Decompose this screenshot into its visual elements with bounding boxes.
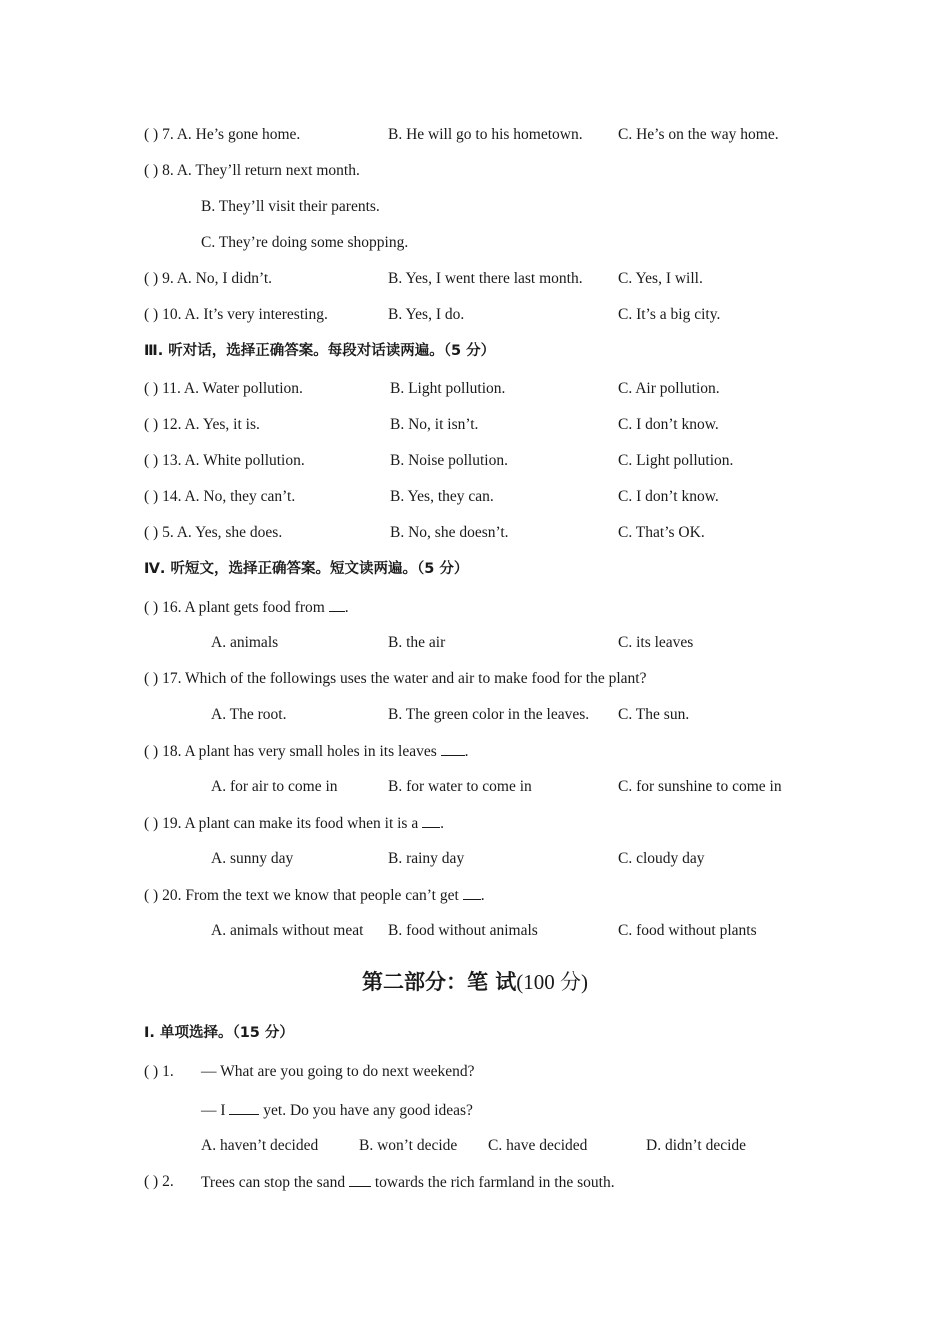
question-8 (144, 161, 360, 181)
question-15 (144, 523, 282, 543)
fill-blank (422, 813, 440, 828)
option-c: C. It’s a big city. (618, 306, 721, 323)
option-b: B. rainy day (388, 850, 465, 867)
fill-blank (349, 1172, 371, 1187)
dialogue-line-1: — What are you going to do next weekend? (201, 1063, 475, 1080)
option-b: B. They’ll visit their parents. (201, 198, 380, 215)
question-stem: 16. A plant gets food from (162, 599, 325, 616)
question-11 (144, 379, 303, 399)
answer-bracket[interactable]: ( ) (144, 887, 159, 904)
option-b: B. Yes, I do. (388, 306, 465, 323)
option-b: B. He will go to his hometown. (388, 126, 583, 143)
option-c: C. That’s OK. (618, 524, 705, 541)
question-17 (144, 669, 646, 689)
option-c: C. I don’t know. (618, 416, 719, 433)
question-10 (144, 305, 328, 325)
question-18 (144, 741, 468, 762)
answer-bracket[interactable]: ( ) (144, 599, 159, 616)
question-20 (144, 885, 485, 906)
answer-bracket[interactable]: ( ) (144, 488, 159, 505)
option-b: B. No, it isn’t. (390, 416, 479, 433)
answer-bracket[interactable]: ( ) (144, 524, 159, 541)
question-14 (144, 487, 295, 507)
question-stem: 14. A. No, they can’t. (162, 488, 296, 505)
option-a: A. The root. (211, 706, 287, 723)
option-a: A. haven’t decided (201, 1137, 319, 1154)
question-stem-end: . (440, 815, 444, 832)
question-stem-end: . (344, 599, 349, 616)
answer-bracket[interactable]: ( ) (144, 452, 159, 469)
answer-bracket[interactable]: ( ) (144, 126, 159, 143)
question-7 (144, 125, 300, 145)
fill-blank (463, 885, 481, 900)
fill-blank (329, 597, 345, 612)
question-number: 1. (162, 1063, 174, 1080)
option-a: A. animals (211, 634, 279, 651)
written-question-2 (144, 1172, 174, 1192)
answer-bracket[interactable]: ( ) (144, 416, 159, 433)
dialogue-line-2 (201, 1100, 473, 1121)
option-c: C. cloudy day (618, 850, 705, 867)
question-stem: 17. Which of the followings uses the water and air to make food for the plant? (162, 670, 647, 687)
answer-bracket[interactable]: ( ) (144, 670, 159, 687)
question-stem: 18. A plant has very small holes in its leaves (162, 743, 437, 760)
option-b: B. Noise pollution. (390, 452, 508, 469)
option-b: B. Light pollution. (390, 380, 506, 397)
option-c: C. The sun. (618, 706, 690, 723)
question-stem (201, 1172, 615, 1193)
answer-bracket[interactable]: ( ) (144, 162, 159, 179)
question-stem-end: . (464, 743, 469, 760)
question-number: 2. (162, 1173, 174, 1190)
option-b: B. The green color in the leaves. (388, 706, 590, 723)
question-16 (144, 597, 349, 618)
answer-bracket[interactable]: ( ) (144, 270, 159, 287)
option-a: A. animals without meat (211, 922, 364, 939)
option-b: B. the air (388, 634, 446, 651)
option-c: C. its leaves (618, 634, 694, 651)
option-b: B. Yes, they can. (390, 488, 494, 505)
option-a: A. for air to come in (211, 778, 338, 795)
option-c: C. He’s on the way home. (618, 126, 779, 143)
question-9 (144, 269, 272, 289)
part-two-title (0, 966, 950, 996)
question-stem: 19. A plant can make its food when it is a (162, 815, 419, 832)
question-19 (144, 813, 444, 834)
section-heading-3: Ⅲ. 听对话，选择正确答案。每段对话读两遍。（5 分） (144, 343, 496, 359)
part-title-text: 第二部分：笔 试 (361, 970, 517, 994)
question-13 (144, 451, 305, 471)
question-stem: 12. A. Yes, it is. (162, 416, 260, 433)
question-stem: 11. A. Water pollution. (162, 380, 303, 397)
answer-bracket[interactable]: ( ) (144, 1063, 159, 1080)
option-c: C. Yes, I will. (618, 270, 703, 287)
question-stem: 10. A. It’s very interesting. (162, 306, 328, 323)
option-c: C. They’re doing some shopping. (201, 234, 409, 251)
option-b: B. won’t decide (359, 1137, 458, 1154)
answer-bracket[interactable]: ( ) (144, 306, 159, 323)
option-c: C. for sunshine to come in (618, 778, 782, 795)
stem-end: towards the rich farmland in the south. (374, 1174, 615, 1191)
option-d: D. didn’t decide (646, 1137, 747, 1154)
answer-bracket[interactable]: ( ) (144, 815, 159, 832)
question-stem: 9. A. No, I didn’t. (162, 270, 273, 287)
section-heading-4: Ⅳ. 听短文，选择正确答案。短文读两遍。（5 分） (144, 561, 469, 577)
fill-blank (229, 1100, 259, 1115)
stem-start: Trees can stop the sand (201, 1174, 346, 1191)
question-stem-end: . (480, 887, 485, 904)
section-heading-1: Ⅰ. 单项选择。（15 分） (144, 1025, 294, 1041)
written-question-1 (144, 1062, 174, 1082)
option-c: C. Light pollution. (618, 452, 734, 469)
part-score: (100 分) (516, 970, 589, 994)
option-b: B. Yes, I went there last month. (388, 270, 583, 287)
option-c: C. have decided (488, 1137, 588, 1154)
question-stem: 5. A. Yes, she does. (162, 524, 283, 541)
option-b: B. for water to come in (388, 778, 532, 795)
dialogue-end: yet. Do you have any good ideas? (263, 1102, 473, 1119)
question-stem: 7. A. He’s gone home. (162, 126, 301, 143)
option-b: B. No, she doesn’t. (390, 524, 509, 541)
option-c: C. I don’t know. (618, 488, 719, 505)
question-stem: 13. A. White pollution. (162, 452, 305, 469)
question-stem: 8. A. They’ll return next month. (162, 162, 360, 179)
option-a: A. sunny day (211, 850, 294, 867)
question-12 (144, 415, 260, 435)
question-stem: 20. From the text we know that people can’t get (162, 887, 459, 904)
answer-bracket[interactable]: ( ) (144, 743, 159, 760)
option-c: C. food without plants (618, 922, 757, 939)
answer-bracket[interactable]: ( ) (144, 1173, 159, 1190)
dialogue-start: — I (201, 1102, 226, 1119)
answer-bracket[interactable]: ( ) (144, 380, 159, 397)
option-c: C. Air pollution. (618, 380, 720, 397)
option-b: B. food without animals (388, 922, 538, 939)
fill-blank (441, 741, 465, 756)
